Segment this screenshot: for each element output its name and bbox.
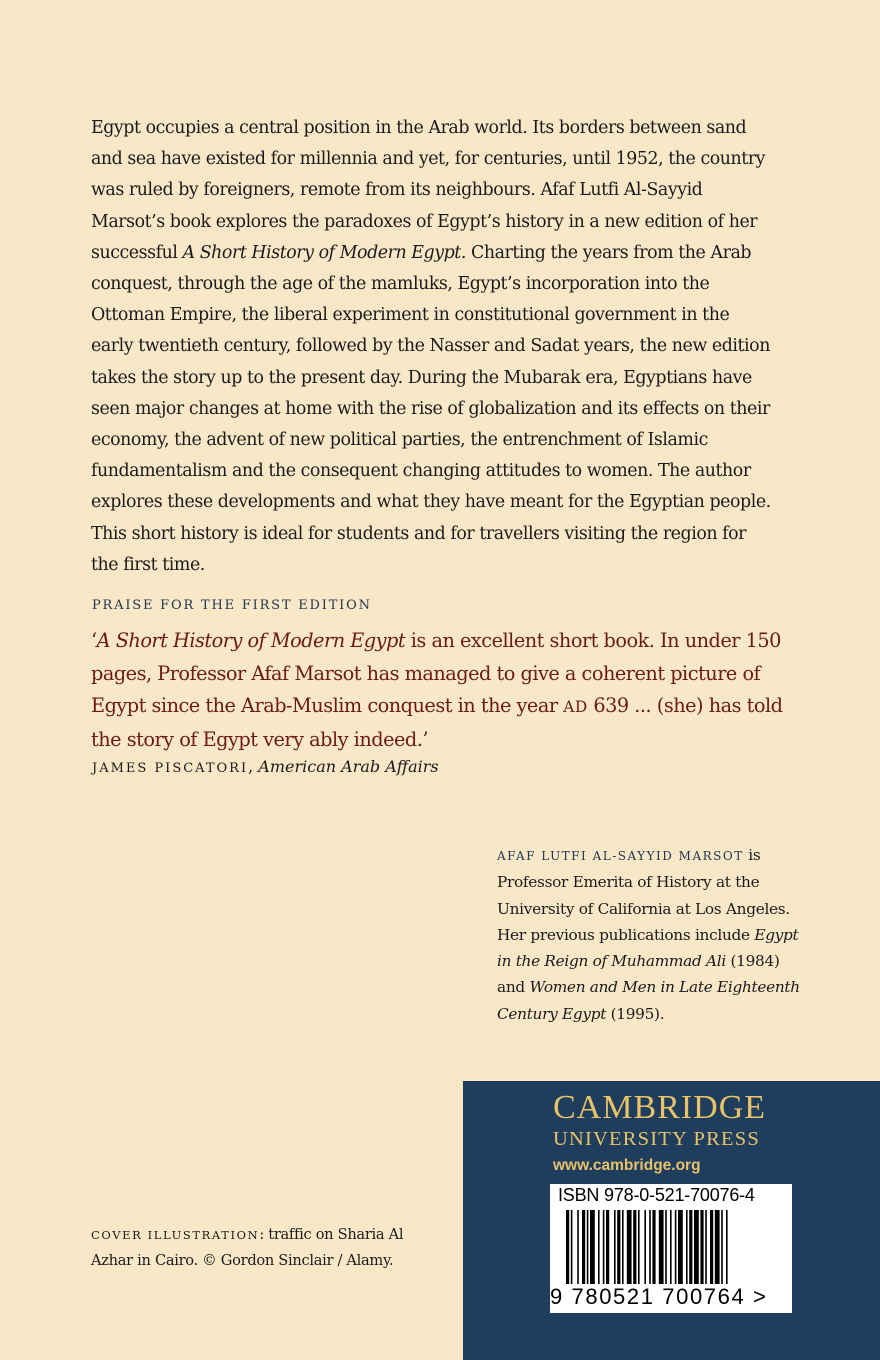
barcode-bar (686, 1210, 688, 1284)
barcode-bar (710, 1210, 713, 1284)
author-book1: Egypt in the Reign of Muhammad Ali (497, 925, 799, 971)
barcode-bar (622, 1210, 624, 1284)
barcode-bar (659, 1210, 664, 1284)
blurb-part1: Egypt occupies a central position in the Arab world. Its borders between sand and sea have existed for millennia and yet, for centuries, until 1952, the country was ruled by foreigners, remote from its neighbours. Afaf Lutfi Al-Sayyid Marsot’s book explores the paradoxes of Egypt’s history in a new edition of her successful (91, 118, 766, 263)
barcode-bar (665, 1210, 667, 1284)
barcode-bar (603, 1210, 605, 1284)
praise-open-quote: ‘ (91, 629, 97, 652)
barcode-bar (598, 1210, 600, 1284)
praise-quote-title: A Short History of Modern Egypt (96, 629, 406, 652)
barcode-bar (582, 1210, 585, 1284)
publisher-url: www.cambridge.org (553, 1157, 701, 1174)
author-bio-part2: (1984) and (497, 952, 780, 997)
barcode-bar (649, 1210, 651, 1284)
blurb-part2: . Charting the years from the Arab conquest, through the age of the mamluks, Egypt’s incorporation into the Ottoman Empire, the liberal experiment in constitutional government in the early twentieth century, followed by the Nasser and Sadat years, the new edition takes the story up to the present day. During the Mubarak era, Egyptians have seen major changes at home with the rise of globalization and its effects on their economy, the advent of new political parties, the entrenchment of Islamic fundamentalism and the consequent changing attitudes to women. The author explores these developments and what they have meant for the Egyptian people. This short history is ideal for students and for travellers visiting the region for the first time. (91, 242, 771, 575)
barcode-bar (694, 1210, 699, 1284)
author-bio-part3: (1995). (606, 1004, 665, 1023)
barcode-bar (577, 1210, 579, 1284)
barcode-bar (721, 1210, 723, 1284)
barcode-bar (638, 1210, 640, 1284)
barcode-bar (705, 1210, 707, 1284)
barcode-bar (571, 1210, 573, 1284)
cover-illustration-text: : traffic on Sharia Al Azhar in Cairo. © Gordon Sinclair / Alamy. (91, 1226, 404, 1269)
barcode-bar (617, 1210, 620, 1284)
barcode-bar (652, 1210, 655, 1284)
barcode-digits: 9 780521 700764 > (550, 1284, 768, 1309)
barcode-icon (550, 1210, 792, 1286)
barcode-bar (614, 1210, 616, 1284)
barcode-bar (675, 1210, 677, 1284)
praise-quote-ad: AD (563, 698, 588, 716)
praise-quote-part1: is an excellent short book. In under 150 pages, Professor Afaf Marsot has managed to give a coherent picture of Egypt since the Arab-Muslim conquest in the year (91, 629, 781, 717)
barcode-bar (627, 1210, 632, 1284)
praise-attribution-sep: , (248, 757, 259, 776)
barcode-bar (590, 1210, 595, 1284)
praise-attribution-source: American Arab Affairs (258, 757, 439, 776)
barcode-bar (606, 1210, 609, 1284)
cover-illustration-credit (91, 1222, 421, 1274)
blurb-book-title: A Short History of Modern Egypt (182, 242, 461, 263)
praise-attribution-name: JAMES PISCATORI (92, 761, 249, 776)
author-name: AFAF LUTFI AL-SAYYID MARSOT (497, 849, 744, 863)
barcode-bar (670, 1210, 672, 1284)
barcode-bar (644, 1210, 646, 1284)
author-bio (497, 842, 807, 1027)
praise-quote-part2: 639 ... (she) has told the story of Egypt very ably indeed.’ (91, 694, 783, 751)
barcode-bar (566, 1210, 569, 1284)
barcode-bar (633, 1210, 636, 1284)
cover-illustration-label: COVER ILLUSTRATION (91, 1228, 260, 1242)
isbn-text: ISBN 978-0-521-70076-4 (558, 1185, 755, 1205)
barcode-bar (726, 1210, 728, 1284)
barcode-bar (715, 1210, 720, 1284)
barcode-bar (678, 1210, 683, 1284)
publisher-subtitle: UNIVERSITY PRESS (553, 1128, 760, 1150)
author-book2: Women and Men in Late Eighteenth Century Egypt (497, 978, 800, 1023)
barcode-bar (700, 1210, 703, 1284)
barcode-bar (587, 1210, 589, 1284)
praise-heading: PRAISE FOR THE FIRST EDITION (92, 598, 372, 613)
praise-quote (91, 625, 791, 756)
blurb-paragraph (91, 113, 771, 581)
author-bio-part1: is Professor Emerita of History at the University of California at Los Angeles. Her previous publications include (497, 846, 790, 944)
praise-attribution (92, 757, 439, 776)
barcode-bar (689, 1210, 692, 1284)
barcode-box (550, 1184, 792, 1313)
publisher-name: CAMBRIDGE (553, 1089, 767, 1126)
